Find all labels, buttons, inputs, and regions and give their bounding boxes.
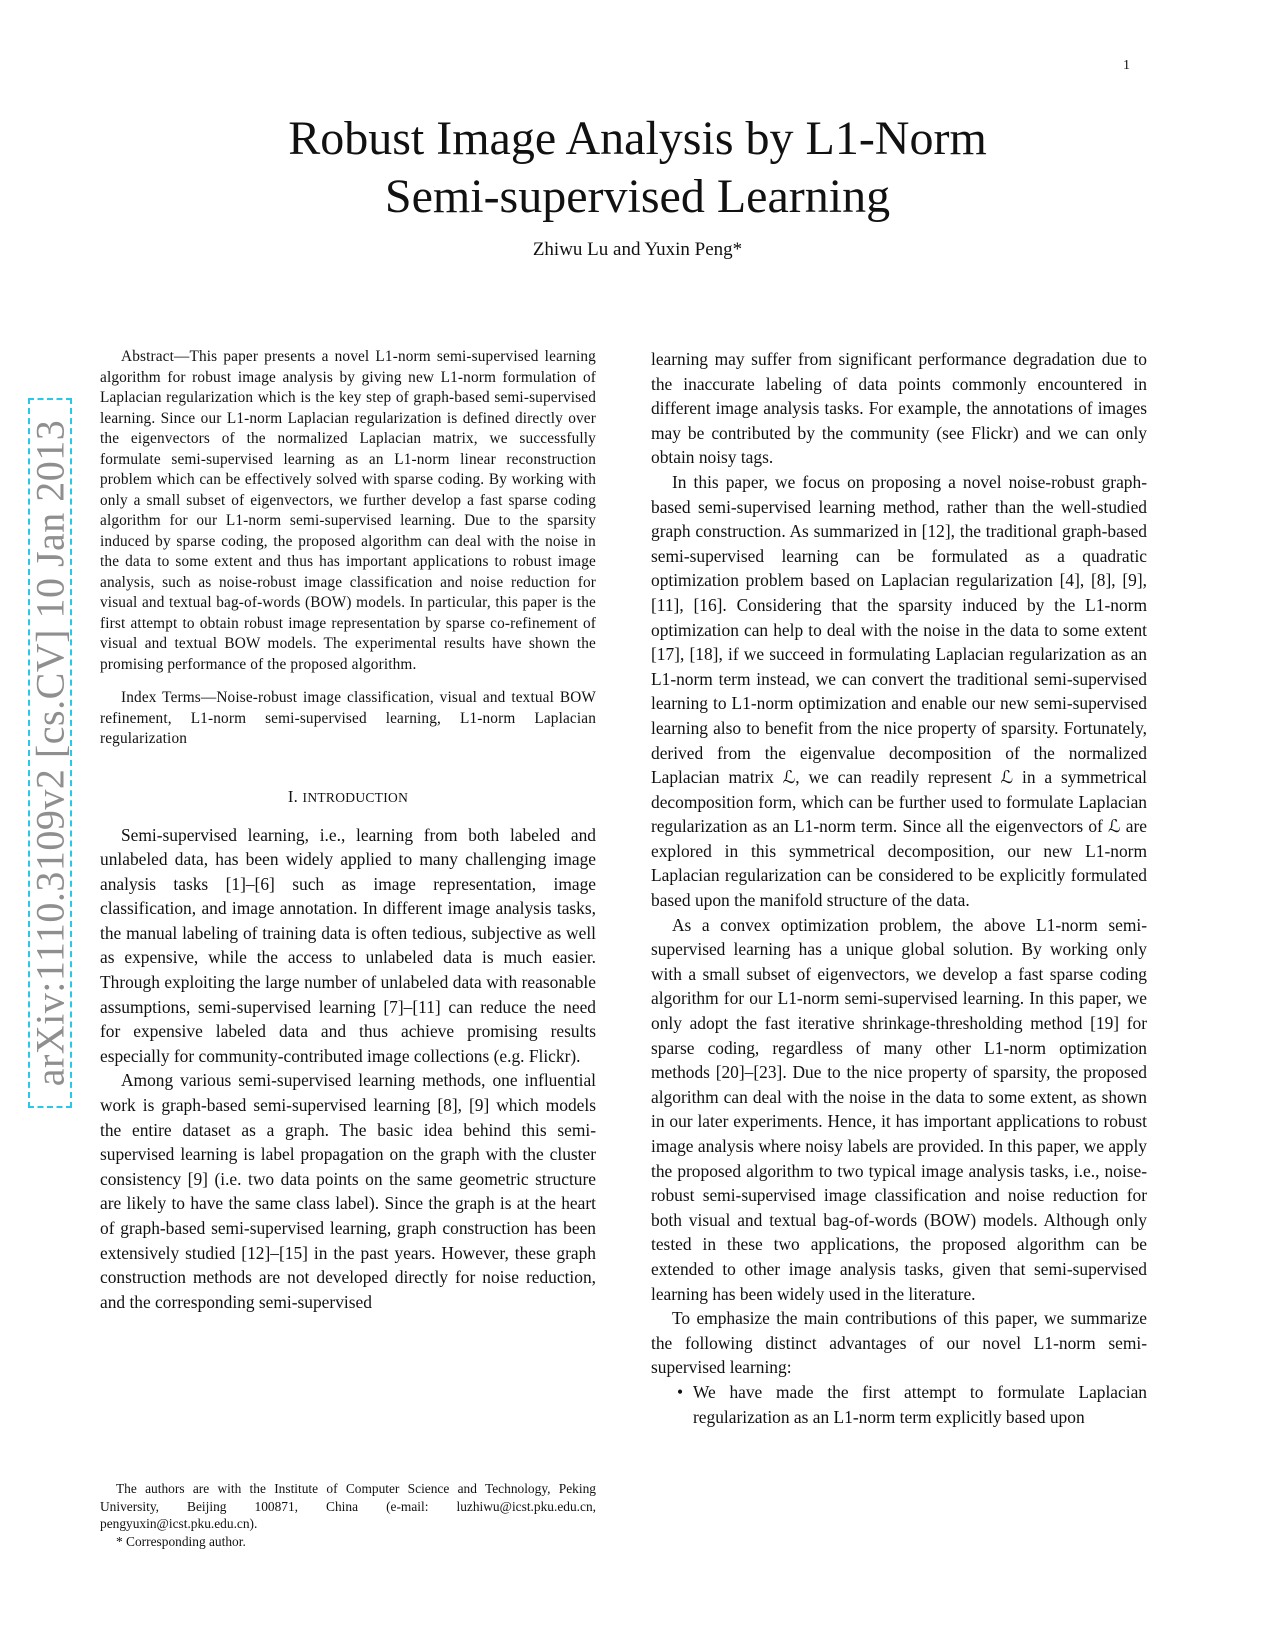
footnotes xyxy=(100,1480,596,1550)
title-line-2: Semi-supervised Learning xyxy=(384,170,891,223)
intro-paragraph: Semi-supervised learning, i.e., learning from both labeled and unlabeled data, has been widely applied to many challenging image analysis tasks [1]–[6] such as image representation, image classification, and image annotation. In different image analysis tasks, the manual labeling of training data is often tedious, subjective as well as expensive, while the access to unlabeled data is much easier. Through exploiting the large number of unlabeled data with reasonable assumptions, semi-supervised learning [7]–[11] can reduce the need for expensive labeled data and thus achieve promising results especially for community-contributed image collections (e.g. Flickr). xyxy=(100,824,596,1066)
contribution-bullet xyxy=(651,1380,1147,1429)
left-column xyxy=(100,347,596,1314)
bullet-icon: • xyxy=(677,1381,684,1402)
section-heading xyxy=(100,787,596,807)
body-paragraph: learning may suffer from significant performance degradation due to the inaccurate labeling of data points commonly encountered in different image analysis tasks. For example, the annotations of images may be contributed by the community (see Flickr) and we can only obtain noisy tags. xyxy=(651,349,1147,468)
abstract: Abstract—This paper presents a novel L1-norm semi-supervised learning algorithm for robust image analysis by giving new L1-norm formulation of Laplacian regularization which is the key step of graph-based semi-supervised learning. Since our L1-norm Laplacian regularization is defined directly over the eigenvectors of the normalized Laplacian matrix, we successfully formulate semi-supervised learning as an L1-norm linear reconstruction problem which can be effectively solved with sparse coding. By working with only a small subset of eigenvectors, we further develop a fast sparse coding algorithm for our L1-norm semi-supervised learning. Due to the sparsity induced by sparse coding, the proposed algorithm can deal with the noise in the data to some extent and thus has important applications to robust image analysis, such as noise-robust image classification and noise reduction for visual and textual bag-of-words (BOW) models. In particular, this paper is the first attempt to obtain robust image representation by sparse co-refinement of visual and textual BOW models. The experimental results have shown the promising performance of the proposed algorithm. xyxy=(100,348,596,673)
right-column xyxy=(651,347,1147,1429)
section-number: I. xyxy=(287,786,299,806)
page-number: 1 xyxy=(1123,58,1130,73)
section-title: INTRODUCTION xyxy=(302,789,409,805)
body-paragraph: In this paper, we focus on proposing a novel noise-robust graph-based semi-supervised learning method, rather than the well-studied graph construction. As summarized in [12], the traditional graph-based semi-supervised learning can be formulated as a quadratic optimization problem based on Laplacian regularization [4], [8], [9], [11], [16]. Considering that the sparsity induced by the L1-norm optimization can help to deal with the noise in the data to some extent [17], [18], if we succeed in formulating Laplacian regularization as an L1-norm term instead, we can convert the traditional semi-supervised learning to L1-norm optimization and enable our new semi-supervised learning also to benefit from the nice property of sparsity. Fortunately, derived from the eigenvalue decomposition of the normalized Laplacian matrix ℒ, we can readily represent ℒ in a symmetrical decomposition form, which can be further used to formulate Laplacian regularization as an L1-norm term. Since all the eigenvectors of ℒ are explored in this symmetrical decomposition, our new L1-norm Laplacian regularization can be considered to be explicitly formulated based upon the manifold structure of the data. xyxy=(651,471,1147,911)
paper-title xyxy=(180,110,1095,226)
body-paragraph: To emphasize the main contributions of this paper, we summarize the following distinct advantages of our novel L1-norm semi-supervised learning: xyxy=(651,1308,1147,1378)
authors: Zhiwu Lu and Yuxin Peng* xyxy=(532,239,743,260)
index-terms: Index Terms—Noise-robust image classification, visual and textual BOW refinement, L1-norm semi-supervised learning, L1-norm Laplacian regularization xyxy=(100,689,596,747)
intro-paragraph: Among various semi-supervised learning methods, one influential work is graph-based semi-supervised learning [8], [9] which models the entire dataset as a graph. The basic idea behind this semi-supervised learning is label propagation on the graph with the cluster consistency [9] (i.e. two data points on the same geometric structure are likely to have the same class label). Since the graph is at the heart of graph-based semi-supervised learning, graph construction has been extensively studied [12]–[15] in the past years. However, these graph construction methods are not developed directly for noise reduction, and the corresponding semi-supervised xyxy=(100,1070,596,1312)
arxiv-stamp-text: arXiv:1110.3109v2 [cs.CV] 10 Jan 2013 xyxy=(27,419,73,1087)
footnote-affiliation: The authors are with the Institute of Computer Science and Technology, Peking University, Beijing 100871, China (e-mail: luzhiwu@icst.pku.edu.cn, pengyuxin@icst.pku.edu.cn). xyxy=(100,1481,596,1531)
body-paragraph: As a convex optimization problem, the above L1-norm semi-supervised learning has a unique global solution. By working only with a small subset of eigenvectors, we develop a fast sparse coding algorithm for our L1-norm semi-supervised learning. In this paper, we only adopt the fast iterative shrinkage-thresholding method [19] for sparse coding, regardless of many other L1-norm optimization methods [20]–[23]. Due to the nice property of sparsity, the proposed algorithm can deal with the noise in the data to some extent, as shown in our later experiments. Hence, it has important applications to robust image analysis where noisy labels are provided. In this paper, we apply the proposed algorithm to two typical image analysis tasks, i.e., noise-robust semi-supervised image classification and noise reduction for both visual and textual bag-of-words (BOW) models. Although only tested in these two applications, the proposed algorithm can be extended to other image analysis tasks, given that semi-supervised learning has been widely used in the literature. xyxy=(651,914,1147,1304)
bullet-text: We have made the first attempt to formulate Laplacian regularization as an L1-norm term explicitly based upon xyxy=(693,1381,1147,1427)
footnote-corresponding: * Corresponding author. xyxy=(116,1533,246,1549)
title-line-1: Robust Image Analysis by L1-Norm xyxy=(288,112,987,165)
arxiv-stamp[interactable] xyxy=(28,398,72,1108)
